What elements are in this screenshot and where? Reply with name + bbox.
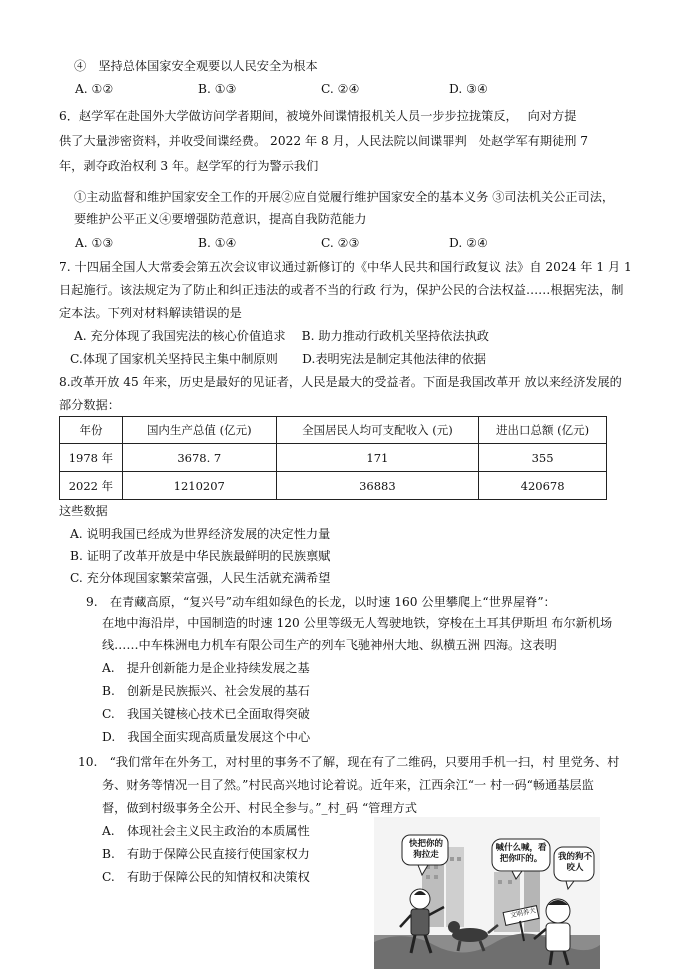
- table-header-trade: 进出口总额 (亿元): [479, 417, 607, 444]
- q6-option-d: D. ②④: [449, 236, 488, 250]
- q10-stem-line-2: 务、财务等情况一目了然。”村民高兴地讨论着说。近年来，江西余江“一 村一码“畅通基层监: [102, 778, 594, 792]
- table-cell-trade: 355: [479, 444, 607, 472]
- q8-option-c: C. 充分体现国家繁荣富强，人民生活就充满希望: [70, 571, 331, 585]
- q10-option-c: C. 有助于保障公民的知情权和决策权: [102, 870, 310, 884]
- table-cell-year: 2022 年: [60, 472, 123, 500]
- q8-data-table: [59, 416, 607, 500]
- q8-stem-line-1: 8.改革开放 45 年来，历史是最好的见证者，人民是最大的受益者。下面是我国改革开 放以来经济发展的: [59, 375, 622, 389]
- table-row: [60, 444, 607, 472]
- q7-stem-line-1: 7. 十四届全国人大常委会第五次会议审议通过新修订的《中华人民共和国行政复议 法》自 2024 年 1 月 1: [59, 260, 632, 274]
- q8-after-table: 这些数据: [59, 504, 108, 518]
- q9-stem-line-2: 在地中海沿岸，中国制造的时速 120 公里等级无人驾驶地铁，穿梭在土耳其伊斯坦 布尔新机场: [102, 616, 613, 630]
- q6-option-c: C. ②③: [321, 236, 360, 250]
- q5-item-4: ④ 坚持总体国家安全观要以人民安全为根本: [74, 59, 318, 73]
- q7-stem-line-2: 日起施行。该法规定为了防止和纠正违法的或者不当的行政 行为，保护公民的合法权益……根据宪法，制: [59, 283, 624, 297]
- q5-option-b: B. ①③: [198, 82, 237, 96]
- q10-option-b: B. 有助于保障公民直接行使国家权力: [102, 847, 310, 861]
- table-cell-income: 171: [276, 444, 479, 472]
- q10-stem-line-1: 10. “我们常年在外务工，对村里的事务不了解，现在有了二维码，只要用手机一扫，村 里党务、村: [78, 755, 620, 769]
- cartoon-sign-text: 文明养犬: [509, 906, 537, 920]
- q5-option-a: A. ①②: [75, 82, 114, 96]
- q6-stem-line-2: 供了大量涉密资料，并收受间谍经费。 2022 年 8 月，人民法院以间谍罪判 处赵学军有期徒刑 7: [59, 134, 589, 148]
- table-cell-income: 36883: [276, 472, 479, 500]
- q10-stem-line-3: 督，做到村级事务全公开、村民全参与。”_村_码 “管理方式: [102, 801, 417, 815]
- q9-stem-line-3: 线……中车株洲电力机车有限公司生产的列车飞驰神州大地、纵横五洲 四海。这表明: [102, 638, 557, 652]
- q6-items-line-1: ①主动监督和维护国家安全工作的开展②应自觉履行维护国家安全的基本义务 ③司法机关公正司法，: [74, 190, 615, 204]
- table-header-income: 全国居民人均可支配收入 (元): [276, 417, 479, 444]
- q9-stem-line-1: 9. 在青藏高原，“复兴号”动车组如绿色的长龙，以时速 160 公里攀爬上“世界屋脊”：: [86, 595, 556, 609]
- q9-option-a: A. 提升创新能力是企业持续发展之基: [102, 661, 310, 675]
- cartoon-bubble-middle: 喊什么喊，看把你吓的。: [495, 843, 547, 864]
- q6-stem-line-3: 年，剥夺政治权利 3 年。赵学军的行为警示我们: [59, 159, 319, 173]
- q8-option-a: A. 说明我国已经成为世界经济发展的决定性力量: [70, 527, 331, 541]
- table-row: [60, 472, 607, 500]
- q8-stem-line-2: 部分数据：: [59, 398, 120, 412]
- q6-option-b: B. ①④: [198, 236, 237, 250]
- q5-option-c: C. ②④: [321, 82, 360, 96]
- q9-option-b: B. 创新是民族振兴、社会发展的基石: [102, 684, 310, 698]
- q7-options-ab: A. 充分体现了我国宪法的核心价值追求 B. 助力推动行政机关坚持依法执政: [74, 329, 489, 343]
- q8-option-b: B. 证明了改革开放是中华民族最鲜明的民族禀赋: [70, 549, 331, 563]
- q5-option-d: D. ③④: [449, 82, 488, 96]
- q6-stem-line-1: 6．赵学军在赴国外大学做访问学者期间，被境外间谍情报机关人员一步步拉拢策反， 向对方提: [59, 109, 577, 123]
- cartoon-bubble-right: 我的狗不咬人: [557, 852, 592, 873]
- q9-option-d: D. 我国全面实现高质量发展这个中心: [102, 730, 311, 744]
- table-header-gdp: 国内生产总值 (亿元): [122, 417, 276, 444]
- table-header-row: [60, 417, 607, 444]
- table-cell-gdp: 1210207: [122, 472, 276, 500]
- q7-stem-line-3: 定本法。下列对材料解读错误的是: [59, 306, 242, 320]
- q10-option-a: A. 体现社会主义民主政治的本质属性: [102, 824, 310, 838]
- table-cell-year: 1978 年: [60, 444, 123, 472]
- q6-option-a: A. ①③: [75, 236, 114, 250]
- table-header-year: 年份: [60, 417, 123, 444]
- table-cell-trade: 420678: [479, 472, 607, 500]
- table-cell-gdp: 3678. 7: [122, 444, 276, 472]
- q9-option-c: C. 我国关键核心技术已全面取得突破: [102, 707, 310, 721]
- q6-items-line-2: 要维护公平正义④要增强防范意识，提高自我防范能力: [74, 212, 367, 226]
- cartoon-bubble-left: 快把你的狗拉走: [408, 839, 443, 860]
- q7-options-cd: C.体现了国家机关坚持民主集中制原则 D.表明宪法是制定其他法律的依据: [70, 352, 486, 366]
